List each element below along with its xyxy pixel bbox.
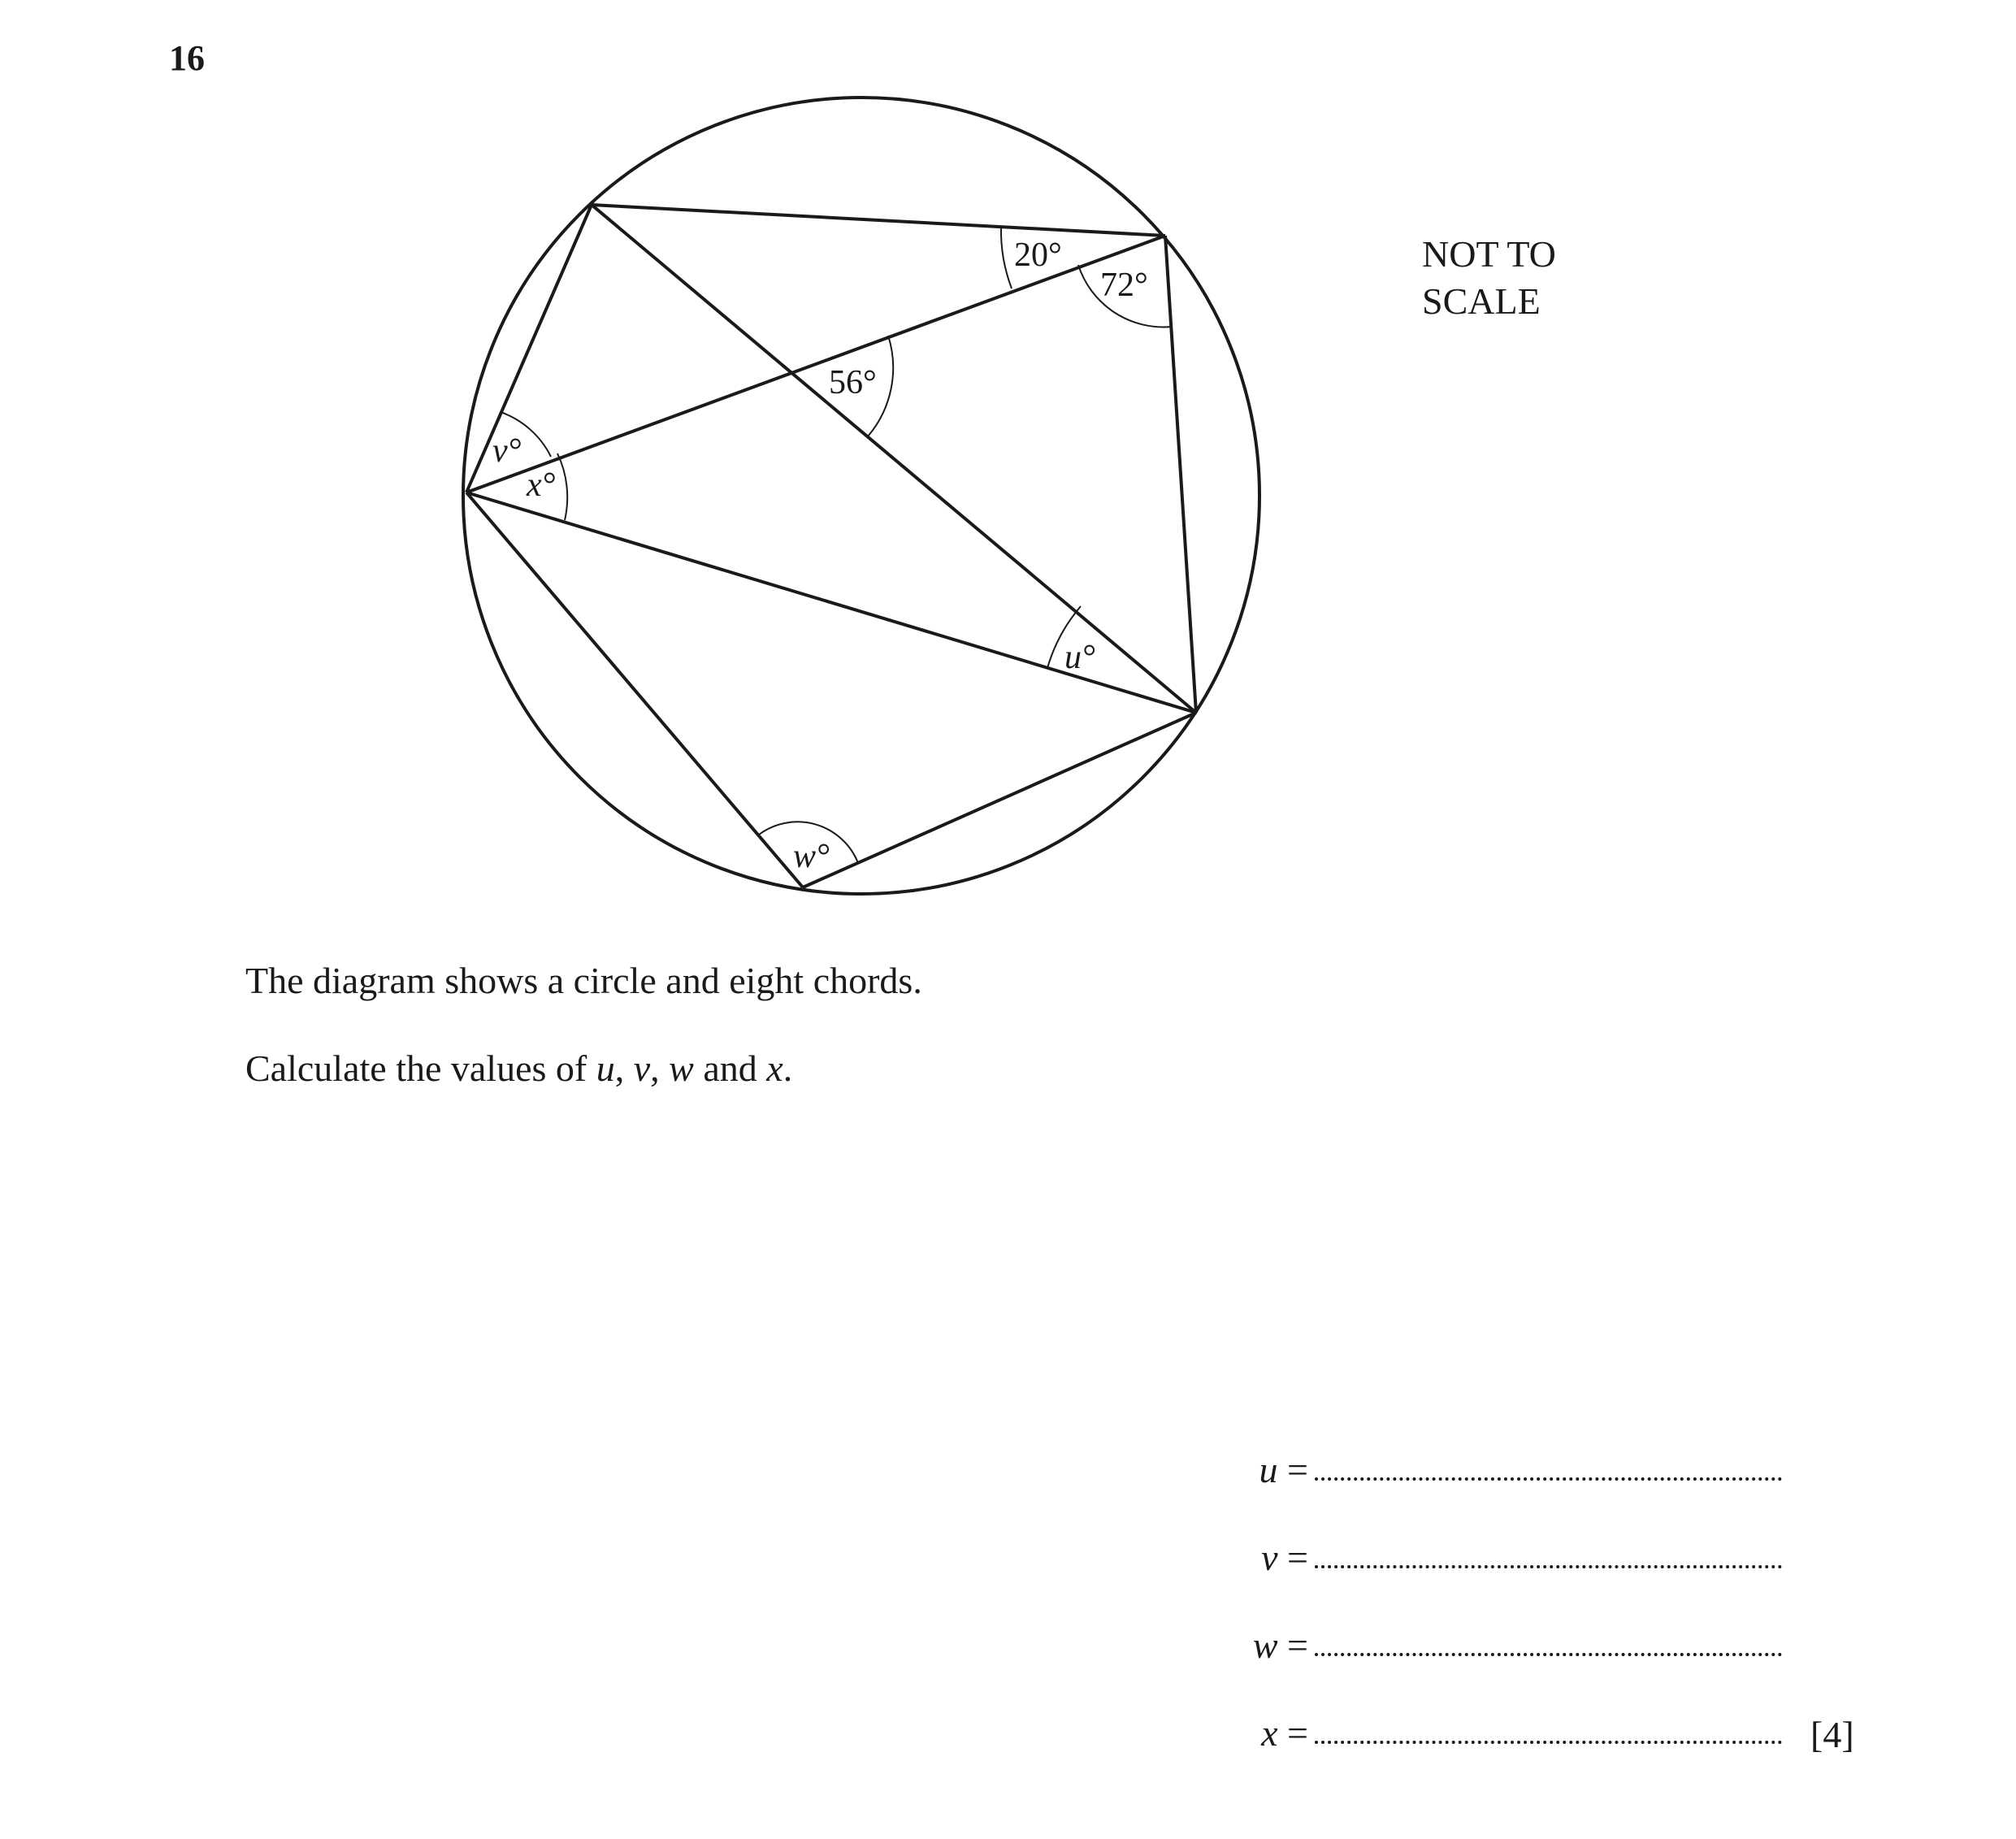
answer-line-v[interactable] <box>1315 1565 1782 1568</box>
answer-row-w <box>1219 1624 1869 1672</box>
answer-line-u[interactable] <box>1315 1477 1782 1481</box>
angle-v-label: v° <box>492 432 522 470</box>
text-2-x: x <box>766 1047 783 1089</box>
answer-var-v: v <box>1261 1537 1278 1578</box>
chord-ab <box>592 205 1165 236</box>
answer-label-w <box>1219 1624 1308 1667</box>
answer-eq-w: = <box>1277 1624 1308 1666</box>
answer-eq-v: = <box>1277 1537 1308 1578</box>
answer-row-u <box>1219 1448 1869 1497</box>
text-2-prefix: Calculate the values of <box>245 1047 596 1089</box>
not-to-scale-line-2: SCALE <box>1422 280 1541 322</box>
circle-chords-diagram <box>0 0 2016 918</box>
answer-label-v <box>1219 1536 1308 1579</box>
circle <box>463 98 1259 894</box>
not-to-scale-line-1: NOT TO <box>1422 233 1556 275</box>
answer-var-x: x <box>1261 1712 1278 1754</box>
answer-label-x <box>1219 1711 1308 1754</box>
answer-var-w: w <box>1252 1624 1278 1666</box>
answer-eq-u: = <box>1277 1449 1308 1490</box>
arc-x <box>557 453 567 520</box>
question-text-2 <box>245 1047 792 1090</box>
text-2-u: u <box>596 1047 615 1089</box>
text-2-sep2: , <box>650 1047 670 1089</box>
angle-72-label: 72° <box>1100 267 1148 304</box>
text-2-end: . <box>783 1047 793 1089</box>
arc-20 <box>1001 228 1012 288</box>
answer-label-u <box>1219 1448 1308 1491</box>
answer-eq-x: = <box>1277 1712 1308 1754</box>
angle-u-label: u° <box>1064 639 1095 676</box>
chord-ef <box>803 713 1196 887</box>
answer-line-x[interactable] <box>1315 1741 1782 1744</box>
angle-56-label: 56° <box>829 364 877 401</box>
not-to-scale-note <box>1422 231 1556 325</box>
marks-indicator: [4] <box>1810 1714 1854 1755</box>
text-2-w: w <box>669 1047 694 1089</box>
answer-var-u: u <box>1259 1449 1278 1490</box>
text-2-sep1: , <box>614 1047 634 1089</box>
chord-db <box>466 236 1165 492</box>
answer-row-v <box>1219 1536 1869 1585</box>
question-number: 16 <box>169 38 205 78</box>
question-text-1: The diagram shows a circle and eight chords. <box>245 960 922 1001</box>
chord-da <box>466 205 592 492</box>
chord-dc <box>466 492 1196 713</box>
angle-20-label: 20° <box>1014 236 1062 274</box>
answer-line-w[interactable] <box>1315 1653 1782 1656</box>
answer-row-x <box>1219 1711 1869 1760</box>
text-2-and: and <box>693 1047 767 1089</box>
angle-x-label: x° <box>527 466 556 504</box>
chord-de <box>466 492 803 887</box>
chord-bc <box>1165 236 1196 713</box>
angle-w-label: w° <box>793 838 830 875</box>
text-2-v: v <box>633 1047 651 1089</box>
